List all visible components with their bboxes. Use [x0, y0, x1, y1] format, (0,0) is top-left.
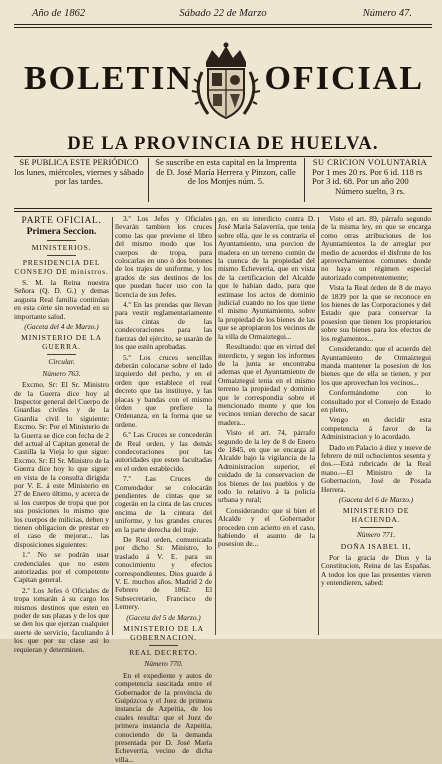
paragraph: 6.º Las Cruces se concederán de Real orden, y las demás condecoraciones por las autoridades que esten facultadas en el orden establecido. [115, 430, 212, 473]
decree-number: Número 770. [144, 659, 183, 669]
column-divider [215, 217, 216, 635]
masthead-title-right: OFICIAL [264, 60, 424, 97]
gazette-date: (Gaceta del 4 de Marzo.) [24, 322, 99, 332]
column-2 [115, 214, 212, 764]
rates-box [308, 158, 432, 196]
paragraph: 5.º Los cruces sencillas deberán colocarse sobre el lado izquierdo del pecho, y en el orden que establece el real decreto que las instituye, y las placas y bandas con el mismo órden que prefiere la Ordenanza, en la forma que se ordene. [115, 352, 212, 429]
rate-line: Por 1 mes 20 rs. Por 6 id. 118 rs [312, 166, 423, 177]
issue-date: Sábado 22 de Marzo [179, 8, 267, 19]
header-rule-double [14, 27, 432, 28]
paragraph: 3.º Los Jefes y Oficiales llevarán tambien los cruces como las que previene el libro del mismo modo que los cuerpos de tropa, para colocarlas en uno ó dos botones de los trajes de uniforme, y los grados de sus destinos de los que puedan hacer uso con la licencia de sus Jefes. [115, 214, 212, 299]
masthead-title-left: BOLETIN [24, 60, 193, 97]
info-rule [14, 208, 432, 209]
paragraph: Conformándome con lo consultado por el Consejo de Estado en pleno, [321, 388, 431, 414]
masthead [14, 40, 432, 132]
paragraph: De Real orden, comunicada por dicho Sr. Ministro, lo traslado á V. E. para su conocimiento y efectos correspondientes. Dios guarde á V. E. muchos años. Madrid 2 de Febrero de 1862. El Subsecretario, Francisco de Lemery. [115, 535, 212, 612]
queen-heading: DOÑA ISABEL II, [340, 541, 412, 551]
periodicity-box [14, 158, 144, 187]
presidency-heading: PRESIDENCIA DEL CONSEJO DE ministros. [14, 258, 109, 276]
paragraph: S. M. la Reina nuestra Señora (Q. D. G.) y demas augusta Real familia continúan en esta córte sin novedad en su importante salud. [14, 278, 109, 321]
header-rule [14, 24, 432, 25]
decree-number: Número 771. [356, 530, 396, 540]
subscription-line: Se suscribe en esta capital en la Imprenta [155, 157, 297, 167]
war-ministry-heading: MINISTERIO DE LA GUERRA. [21, 333, 102, 351]
paragraph: Visto el art. 74, párrafo segundo de la ley de 8 de Enero de 1845, en que se encarga al Alcalde bajo la vigilancia de la Administracion superior, el cuidado de la conservacion de los bienes de los pueblos y de todo lo relativo á la policía urbana y rural; [218, 428, 315, 505]
paragraph: 2.º Los Jefes ó Oficiales de tropa tomarán á su cargo los mismos destinos que esten en poder de sus plazas y de los que se den los que ejerzan cualquier suerte de servicio, facultando á los que por su clase asi lo requieran y determinen. [14, 585, 109, 654]
info-divider [148, 158, 149, 202]
ministries-heading: MINISTERIOS. [31, 242, 92, 252]
rate-line: Número suelto, 3 rs. [335, 185, 405, 196]
paragraph: Dado en Palacio á diez y nueve de febrero de mil ochocientos sesenta y dos.—Está rubricado de la Real mano.—El Ministro de la Gobernacion, José de Posada Herrera. [321, 442, 431, 494]
column-3 [218, 215, 315, 635]
paragraph: Vengo en decidir esta competencia á favor de la Administracion y lo acordado. [321, 415, 431, 442]
paragraph: go, en su interdicto contra D. José María Salaverría, que tenia sobre ella, que le es contraria el Ayuntamiento, una porcion de madera en un terreno común de la cuenca de la propiedad del mismo Echeverría, que en vista de la certificacion del Alcalde que le habian dado, para que estimase los actos de dominio judicial cuando no los que tiene el mismo Ayuntamiento, sobre la propiedad de los bienes de las que se apropiaron los vecinos de la villa de Ormaiztegui... [218, 214, 315, 341]
divider [47, 354, 76, 355]
info-rule-double [14, 211, 432, 212]
section-heading: Primera Seccion. [26, 226, 97, 238]
rate-line: Por 3 id. 68. Por un año 200 [312, 176, 409, 187]
publication-info [14, 158, 432, 208]
paragraph: Vista la Real órden de 8 de mayo de 1839 por la que se reconoce en los bienes de las Corporaciones y del Estado que para conservar la posesion que tienen los propietarios sobre sus bienes para los efectos de los reglamentos... [321, 283, 431, 343]
header-line [14, 8, 432, 22]
issue-year: Año de 1862 [32, 8, 86, 19]
divider [47, 255, 76, 256]
column-divider [318, 217, 319, 635]
divider [47, 240, 76, 241]
paragraph: Excmo. Sr: El Sr. Ministro de la Guerra dice hoy al Inspector general del Cuerpo de Guardias civiles y de la Guardia civil lo siguiente: Excmo. Sr: Por el Ministerio de la Guerra se dice con fecha de 2 del actual al Capitan general de Castilla la Vieja lo que sigue: Excmo. Sr: El Sr. Ministro de la Guerra dice hoy lo que sigue: en vista de la consulta dirigida por V. E. á este Ministerio en 27 de Enero último, y acerca de si los cuerpos de tropa que por sus posiciones lo mismo que los cuerpos de milicias, deben y tienen obligacion de prestar en el caso de mejorar... las disposiciones siguientes: [14, 380, 109, 549]
paragraph: 7.º Las Cruces de Comendador se colocarán pendientes de cintas que se cogerán en la cinta de las cruces encima de la cintura del uniforme, y los grandes cruces en la parte derecha del traje. [115, 474, 212, 534]
paragraph: Por la gracia de Dios y la Constitucion, Reina de las Españas. A todos los que las presentes vieren y entendieren, sabed: [321, 553, 431, 588]
paragraph: Resultando: que en virtud del interdicto, y segun los informes de la junta se encontraba ademas que el Ayuntamiento de Ormaiztegui tenia en el mismo terreno la propiedad y dominio que le correspondia sobre el mencionado monte y que los vecinos tenian derecho de sacar madera... [218, 342, 315, 427]
rates-title: SU CRICION VOLUNTARIA [312, 157, 428, 167]
interior-ministry-heading: MINISTERIO DE LA GOBERNACION. [123, 624, 204, 642]
periodicity-line: los lunes, miércoles, viernes y sábado [14, 166, 144, 177]
article-columns [14, 214, 432, 764]
paragraph: Visto el art. 89, párrafo segundo de la misma ley, en que se encarga como otras atribuciones de los Ayuntamientos la de arreglar por medio de acuerdos el disfrute de los aprovechamientos comunes donde no haya un régimen especial autorizado competentemente; [321, 214, 431, 282]
circular-heading: Circular. [48, 357, 75, 367]
column-1 [14, 215, 109, 654]
gazette-date: (Gaceta del 5 de Marzo.) [126, 612, 201, 622]
subscription-box [152, 158, 300, 187]
gazette-date: (Gaceta del 6 de Marzo.) [338, 495, 414, 504]
periodicity-line: por las tardes. [55, 176, 103, 187]
decree-number: Número 763. [42, 368, 81, 378]
royal-decree-heading: REAL DECRETO. [129, 647, 198, 657]
paragraph: En el expediente y autos de competencia suscitada entre el Gobernador de la provincia de Guipúzcoa y el Juez de primera instancia de Azpeitia, de los cuales resulta: que el Juez de primera instancia de Azpeitia, conociendo de la demanda presentada por D. José María Echeverría, vecino de dicha villa... [115, 670, 212, 764]
paragraph: Considerando: que si bien el Alcalde y el Gobernador proceden con acierto en el caso, habiendo el asunto de la posesion de... [218, 505, 315, 549]
periodicity-line: SE PUBLICA ESTE PERIÓDICO [19, 157, 139, 167]
column-4 [321, 215, 431, 635]
divider [360, 527, 393, 528]
royal-crest-icon [184, 42, 268, 122]
official-part-heading: PARTE OFICIAL. [21, 215, 102, 226]
subscription-line: de los Monjes núm. 5. [187, 176, 265, 187]
issue-number: Número 47. [362, 8, 412, 19]
divider [149, 645, 178, 646]
info-divider [304, 158, 305, 202]
masthead-subtitle: DE LA PROVINCIA DE HUELVA. [67, 134, 379, 154]
paragraph: 1.º No se podrán usar credenciales que no esten autorizadas por el competente Capitan general. [14, 550, 109, 585]
paragraph: Considerando: que el acuerdo del Ayuntamiento de Ormaiztegui manda mantener la posesion de los bienes que de ella se tienen, y por los que aprovechan los vecinos... [321, 344, 431, 387]
paragraph: 4.º En las prendas que llevan para vestir reglamentariamente las cintas de las condecoraciones para las fuerzas del ejército, se usarán de los que estén aprobadas. [115, 300, 212, 352]
subscription-line: de D. José María Herrera y Pinzon, calle [156, 166, 296, 177]
finance-ministry-heading: MINISTERIO DE HACIENDA. [342, 506, 410, 524]
column-divider [112, 217, 113, 635]
